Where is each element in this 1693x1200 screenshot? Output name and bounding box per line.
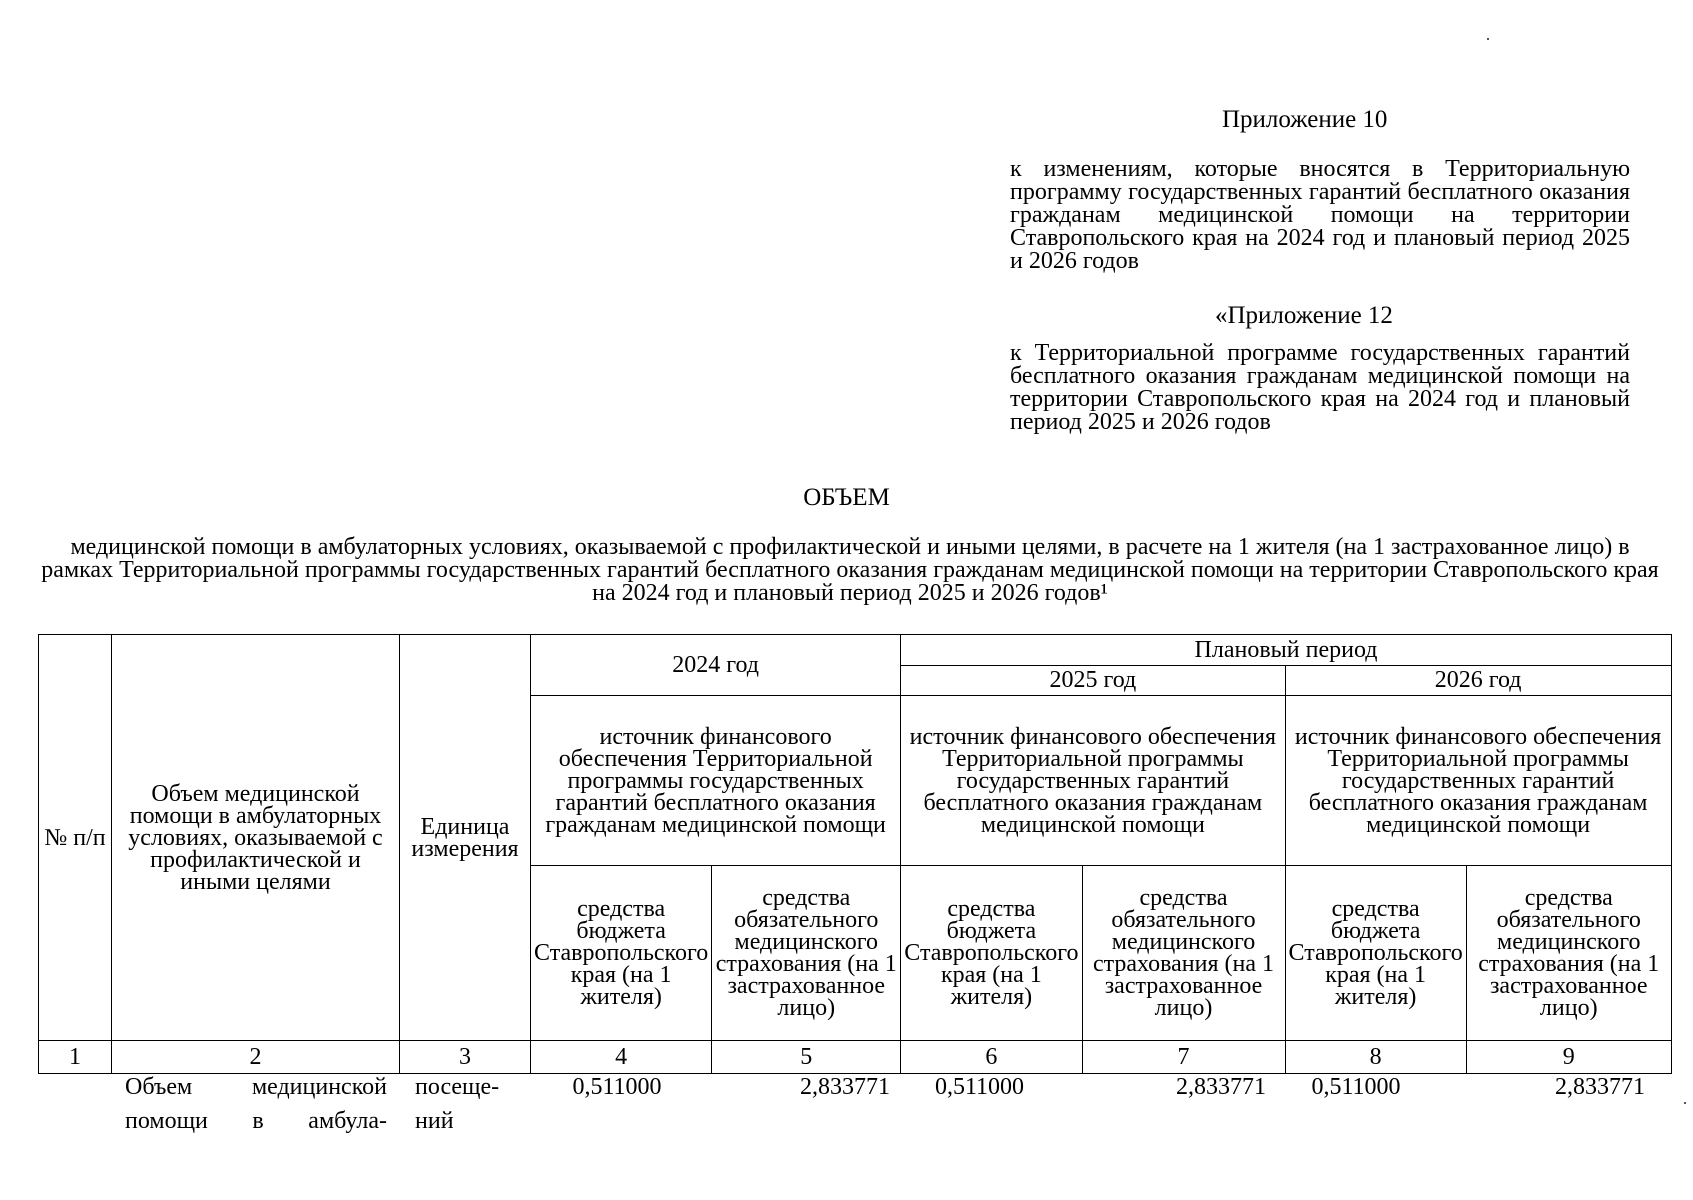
column-number: 1 [39,1041,112,1074]
header-oms-2026: средства обязательного медицинского страхования (на 1 застрахованное лицо) [1466,866,1671,1041]
scan-speck [1487,38,1489,40]
table-row [38,1068,1648,1140]
column-number: 4 [531,1041,712,1074]
header-budget-2026: средства бюджета Ставропольского края (на 1 жителя) [1285,866,1466,1041]
header-planning-period: Плановый период [901,635,1672,666]
header-oms-2024: средства обязательного медицинского страхования (на 1 застрахованное лицо) [712,866,901,1041]
header-year-2024: 2024 год [531,635,901,696]
appendix-description: к изменениям, которые вносятся в Территориальную программу государственных гарантий бесплатного оказания гражданам медицинской помощи на территории Ставропольского края на 2024 год и плановый период 2025 и 2026 годов [1010,156,1630,274]
header-source-2024: источник финансового обеспечения Территориальной программы государственных гарантий бесплатного оказания гражданам медицинской помощи [531,696,901,866]
column-number: 8 [1285,1041,1466,1074]
data-table [38,1068,1648,1140]
header-num: № п/п [39,635,112,1041]
header-volume: Объем медицинской помощи в амбулаторных условиях, оказываемой с профилактической и иными целями [112,635,400,1041]
row-value-2024-budget: 0,511000 [572,1074,662,1100]
column-number: 3 [400,1041,531,1074]
header-oms-2025: средства обязательного медицинского страхования (на 1 застрахованное лицо) [1082,866,1285,1041]
row-value-2026-budget: 0,511000 [1311,1074,1401,1100]
row-value-2025-budget: 0,511000 [934,1074,1025,1100]
header-budget-2024: средства бюджета Ставропольского края (на 1 жителя) [531,866,712,1041]
document-title: ОБЪЕМ [803,484,890,511]
header-year-2025: 2025 год [901,665,1285,696]
row-value-2025-oms: 2,833771 [1176,1074,1266,1100]
appendix-title: Приложение 10 [1222,106,1388,133]
document-subtitle: медицинской помощи в амбулаторных условиях, оказываемой с профилактической и иными целями, в расчете на 1 жителя (на 1 застрахованное лицо) в рамках Территориальной программы государственных гарантий бесплатного оказания гражданам медицинской помощи на территории Ставропольского края на 2024 год и плановый период 2025 и 2026 годов¹ [41,534,1659,606]
row-unit: посеще-ний [415,1074,500,1134]
header-source-2026: источник финансового обеспечения Территориальной программы государственных гарантий бесплатного оказания гражданам медицинской помощи [1285,696,1671,866]
header-budget-2025: средства бюджета Ставропольского края (на 1 жителя) [901,866,1082,1041]
row-num [38,1068,111,1140]
column-number: 5 [712,1041,901,1074]
row-name: Объем медицинской помощи в амбула- [125,1074,387,1134]
appendix12-description: к Территориальной программе государственных гарантий бесплатного оказания гражданам медицинской помощи на территории Ставропольского края на 2024 год и плановый период 2025 и 2026 годов [1010,340,1630,435]
scan-speck [1684,1102,1686,1104]
appendix12-title: «Приложение 12 [1215,302,1393,329]
header-unit: Единица измерения [400,635,531,1041]
column-number: 2 [112,1041,400,1074]
column-number: 9 [1466,1041,1671,1074]
row-value-2024-oms: 2,833771 [800,1074,890,1100]
row-value-2026-oms: 2,833771 [1555,1074,1645,1100]
column-number: 7 [1082,1041,1285,1074]
volume-table [38,634,1672,1074]
header-source-2025: источник финансового обеспечения Территориальной программы государственных гарантий бесплатного оказания гражданам медицинской помощи [901,696,1285,866]
column-number: 6 [901,1041,1082,1074]
header-row-years [39,635,1672,666]
header-year-2026: 2026 год [1285,665,1671,696]
